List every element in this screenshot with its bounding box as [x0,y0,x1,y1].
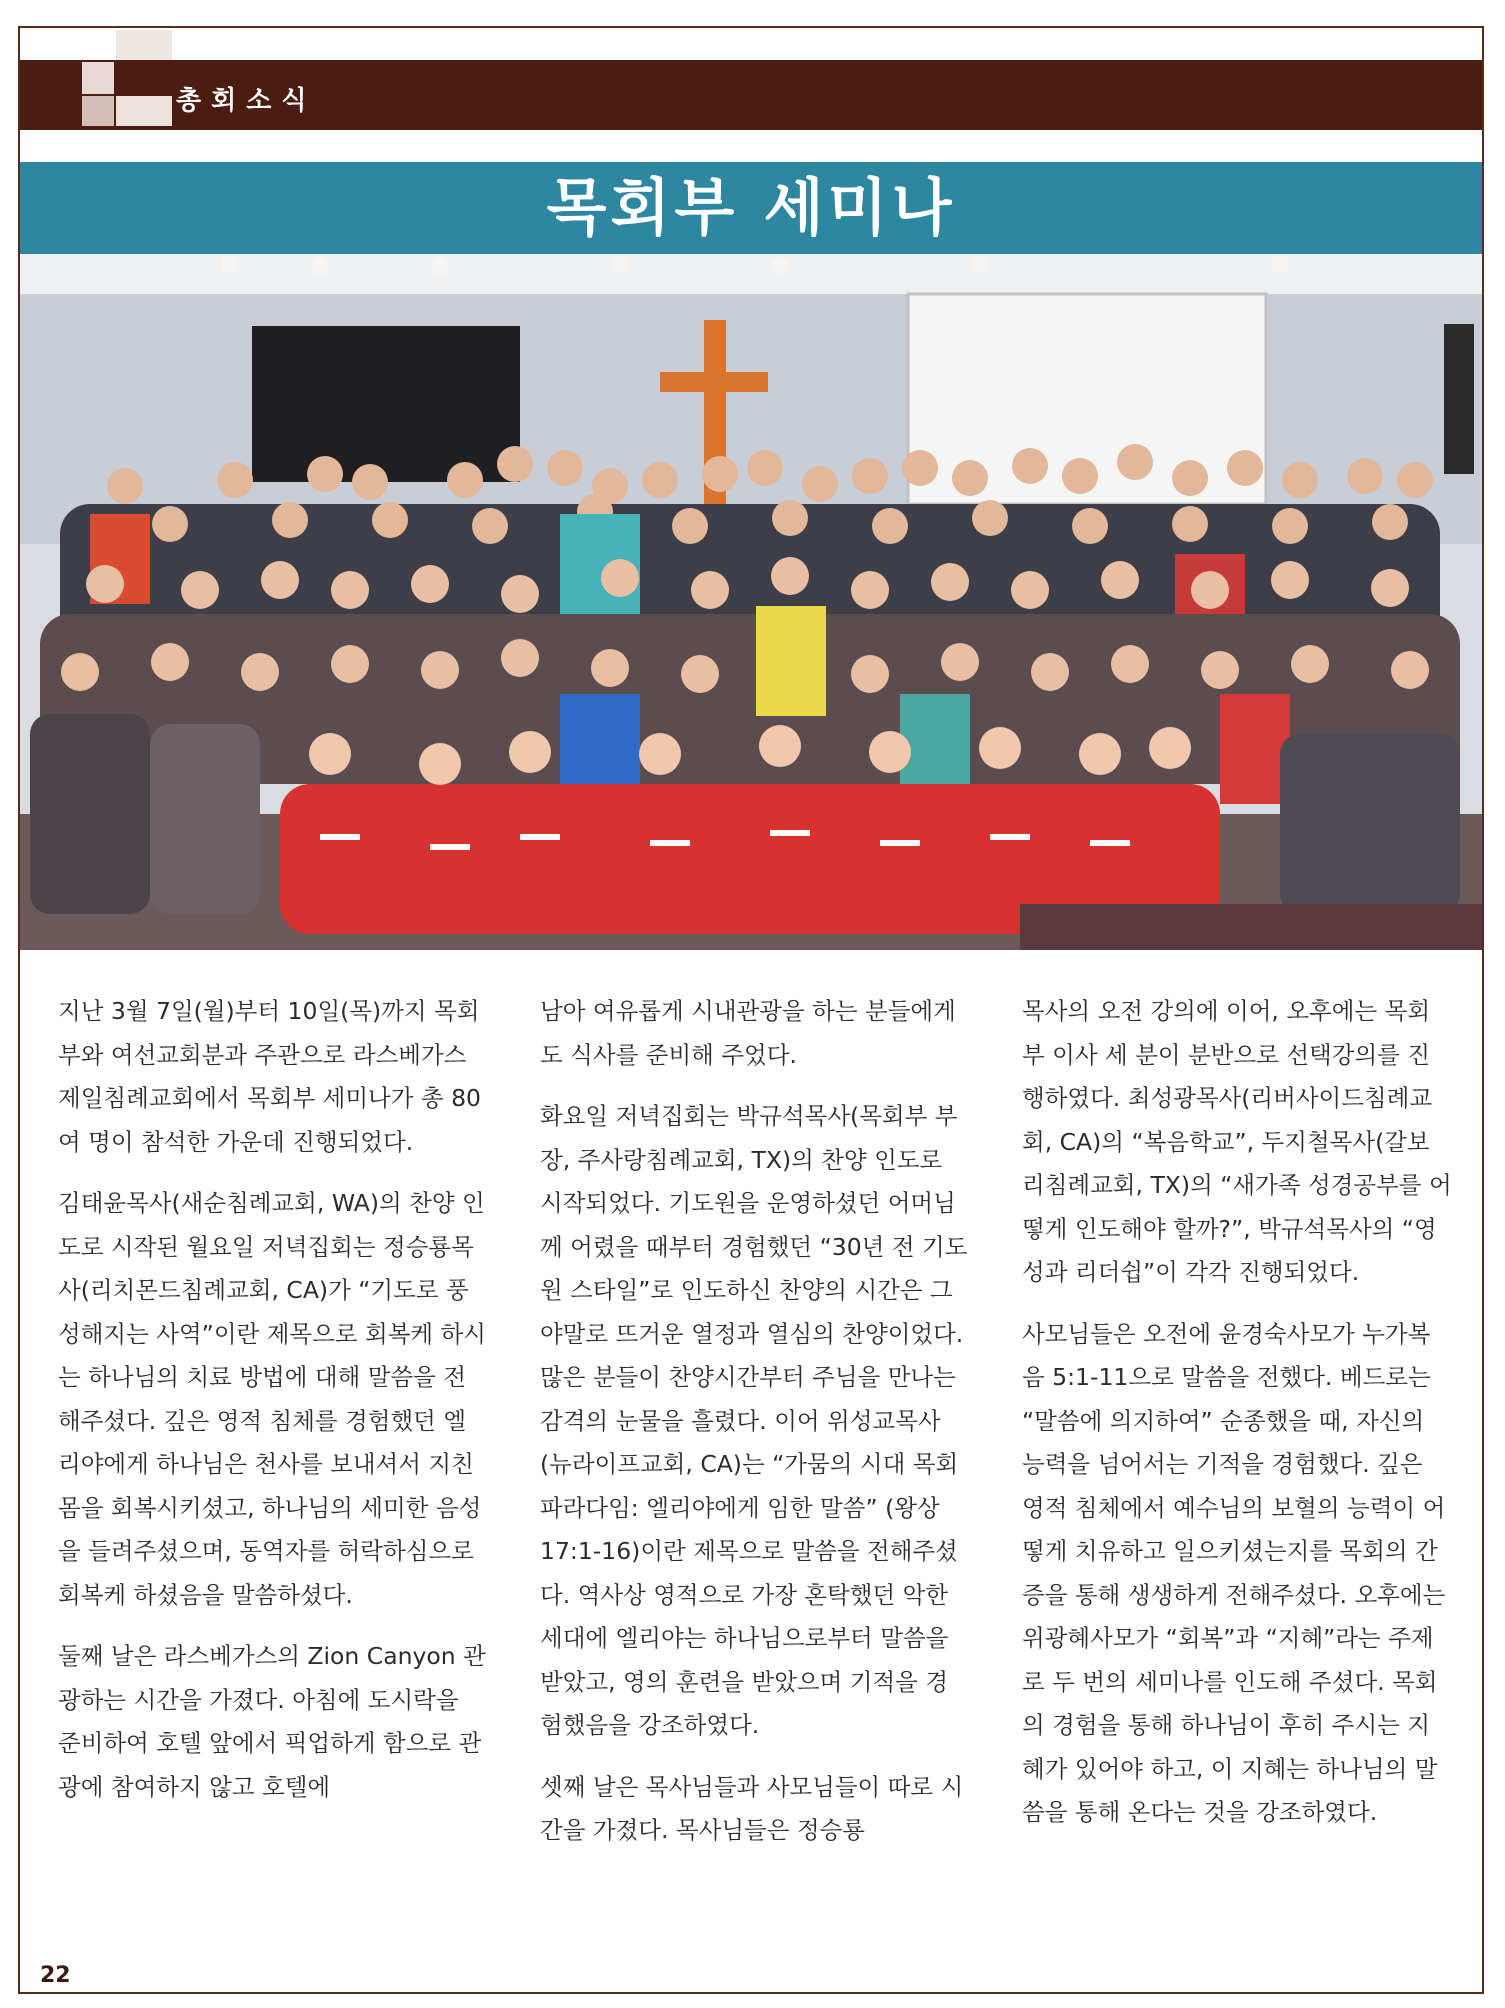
decor-square [82,96,114,126]
decor-square [116,96,172,126]
article-column-2 [540,990,970,1871]
paragraph: 둘째 날은 라스베가스의 Zion Canyon 관광하는 시간을 가졌다. 아침에 도시락을 준비하여 호텔 앞에서 픽업하게 함으로 관광에 참여하지 않고 호텔에 [58,1642,486,1801]
paragraph: 지난 3월 7일(월)부터 10일(목)까지 목회부와 여선교회분과 주관으로 라스베가스 제일침례교회에서 목회부 세미나가 총 80여 명이 참석한 가운데 진행되었다. [58,997,481,1156]
page-title: 목회부 세미나 [546,171,956,244]
article-column-3 [1022,990,1452,1853]
section-label: 총회소식 [176,86,317,116]
paragraph: 화요일 저녁집회는 박규석목사(목회부 부장, 주사랑침례교회, TX)의 찬양 인도로 시작되었다. 기도원을 운영하셨던 어머님께 어렸을 때부터 경험했던 “30년 전 기도원 스타일”로 인도하신 찬양의 시간은 그야말로 뜨거운 열정과 열심의 찬양이었다. 많은 분들이 찬양시간부터 주님을 만나는 감격의 눈물을 흘렸다. 이어 위성교목사(뉴라이프교회, CA)는 “가뭄의 시대 목회 파라다임: 엘리야에게 임한 말씀” (왕상 17:1-16)이란 제목으로 말씀을 전해주셨다. 역사상 영적으로 가장 혼탁했던 악한 세대에 엘리야는 하나님으로부터 말씀을 받았고, 영의 훈련을 받았으며 기적을 경험했음을 강조하였다. [540,1102,968,1739]
group-photo [20,254,1482,950]
paragraph: 셋째 날은 목사님들과 사모님들이 따로 시간을 가졌다. 목사님들은 정승룡 [540,1772,964,1844]
page-number: 22 [40,1963,71,1988]
decor-square [48,62,80,94]
paragraph: 남아 여유롭게 시내관광을 하는 분들에게도 식사를 준비해 주었다. [540,997,956,1069]
article-column-1 [58,990,488,1827]
decor-square [82,62,114,94]
paragraph: 사모님들은 오전에 윤경숙사모가 누가복음 5:1-11으로 말씀을 전했다. 베드로는 “말씀에 의지하여” 순종했을 때, 자신의 능력을 넘어서는 기적을 경험했다. 깊은 영적 침체에서 예수님의 보혈의 능력이 어떻게 치유하고 일으키셨는지를 목회의 간증을 통해 생생하게 전해주셨다. 오후에는 위광혜사모가 “회복”과 “지혜”라는 주제로 두 번의 세미나를 인도해 주셨다. 목회의 경험을 통해 하나님이 후히 주시는 지혜가 있어야 하고, 이 지혜는 하나님의 말씀을 통해 온다는 것을 강조하였다. [1022,1319,1446,1826]
paragraph: 김태윤목사(새순침례교회, WA)의 찬양 인도로 시작된 월요일 저녁집회는 정승룡목사(리치몬드침례교회, CA)가 “기도로 풍성해지는 사역”이란 제목으로 회복케 하시는 하나님의 치료 방법에 대해 말씀을 전해주셨다. 깊은 영적 침체를 경험했던 엘리야에게 하나님은 천사를 보내셔서 지친 몸을 회복시키셨고, 하나님의 세미한 음성을 들려주셨으며, 동역자를 허락하심으로 회복케 하셨음을 말씀하셨다. [58,1189,486,1609]
paragraph: 목사의 오전 강의에 이어, 오후에는 목회부 이사 세 분이 분반으로 선택강의를 진행하였다. 최성광목사(리버사이드침례교회, CA)의 “복음학교”, 두지철목사(갈보리침례교회, TX)의 “새가족 성경공부를 어떻게 인도해야 할까?”, 박규석목사의 “영성과 리더쉽”이 각각 진행되었다. [1022,997,1452,1286]
